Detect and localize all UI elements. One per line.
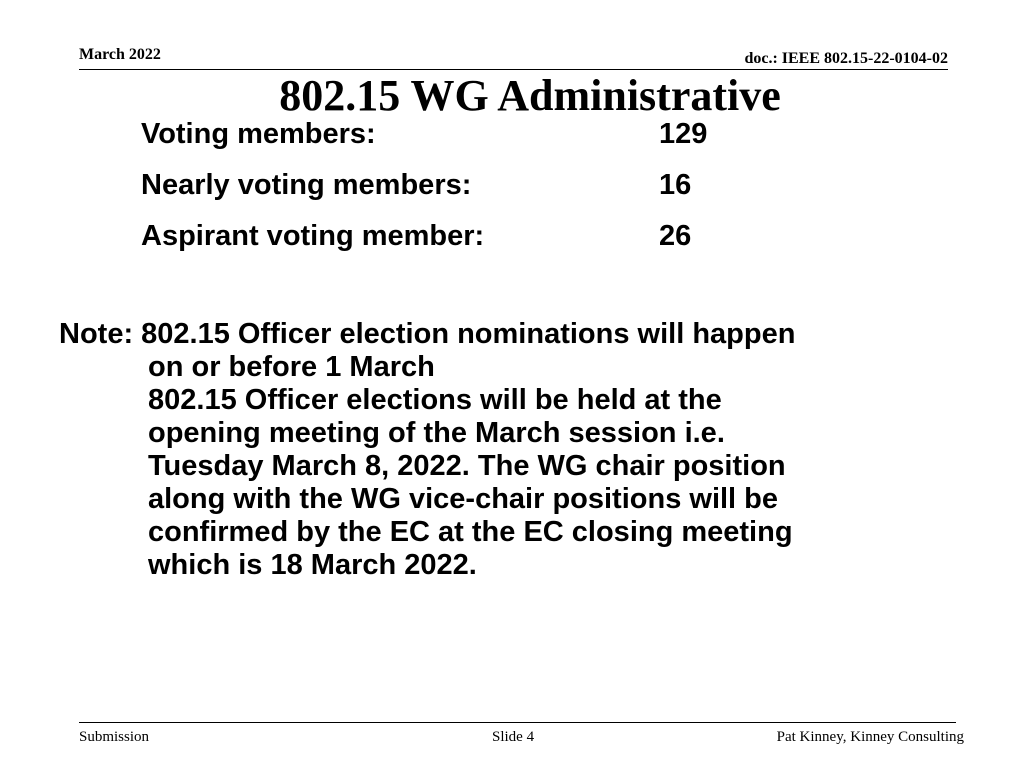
- note-line: which is 18 March 2022.: [148, 549, 477, 581]
- header-doc-id: doc.: IEEE 802.15-22-0104-02: [744, 50, 948, 67]
- note-line: on or before 1 March: [148, 351, 435, 383]
- note-line: opening meeting of the March session i.e.: [148, 417, 725, 449]
- note-line: Tuesday March 8, 2022. The WG chair position: [148, 450, 786, 482]
- stat-value: 16: [659, 169, 692, 201]
- stat-label: Nearly voting members:: [141, 169, 472, 201]
- election-note: [59, 318, 959, 582]
- note-line: confirmed by the EC at the EC closing meeting: [148, 516, 793, 548]
- note-line: 802.15 Officer elections will be held at the: [148, 384, 722, 416]
- note-line: along with the WG vice-chair positions will be: [148, 483, 779, 515]
- slide-title: 802.15 WG Administrative: [279, 71, 781, 120]
- footer-divider: [79, 722, 956, 723]
- stat-label: Aspirant voting member:: [141, 220, 485, 252]
- header-date: March 2022: [79, 46, 161, 63]
- footer-author: Pat Kinney, Kinney Consulting: [776, 729, 964, 745]
- footer-slide-number: Slide 4: [492, 729, 535, 745]
- stat-value: 26: [659, 220, 692, 252]
- stat-label: Voting members:: [141, 118, 376, 150]
- note-line: Note: 802.15 Officer election nominations will happen: [59, 318, 796, 350]
- stat-value: 129: [659, 118, 708, 150]
- footer-submission: Submission: [79, 729, 150, 745]
